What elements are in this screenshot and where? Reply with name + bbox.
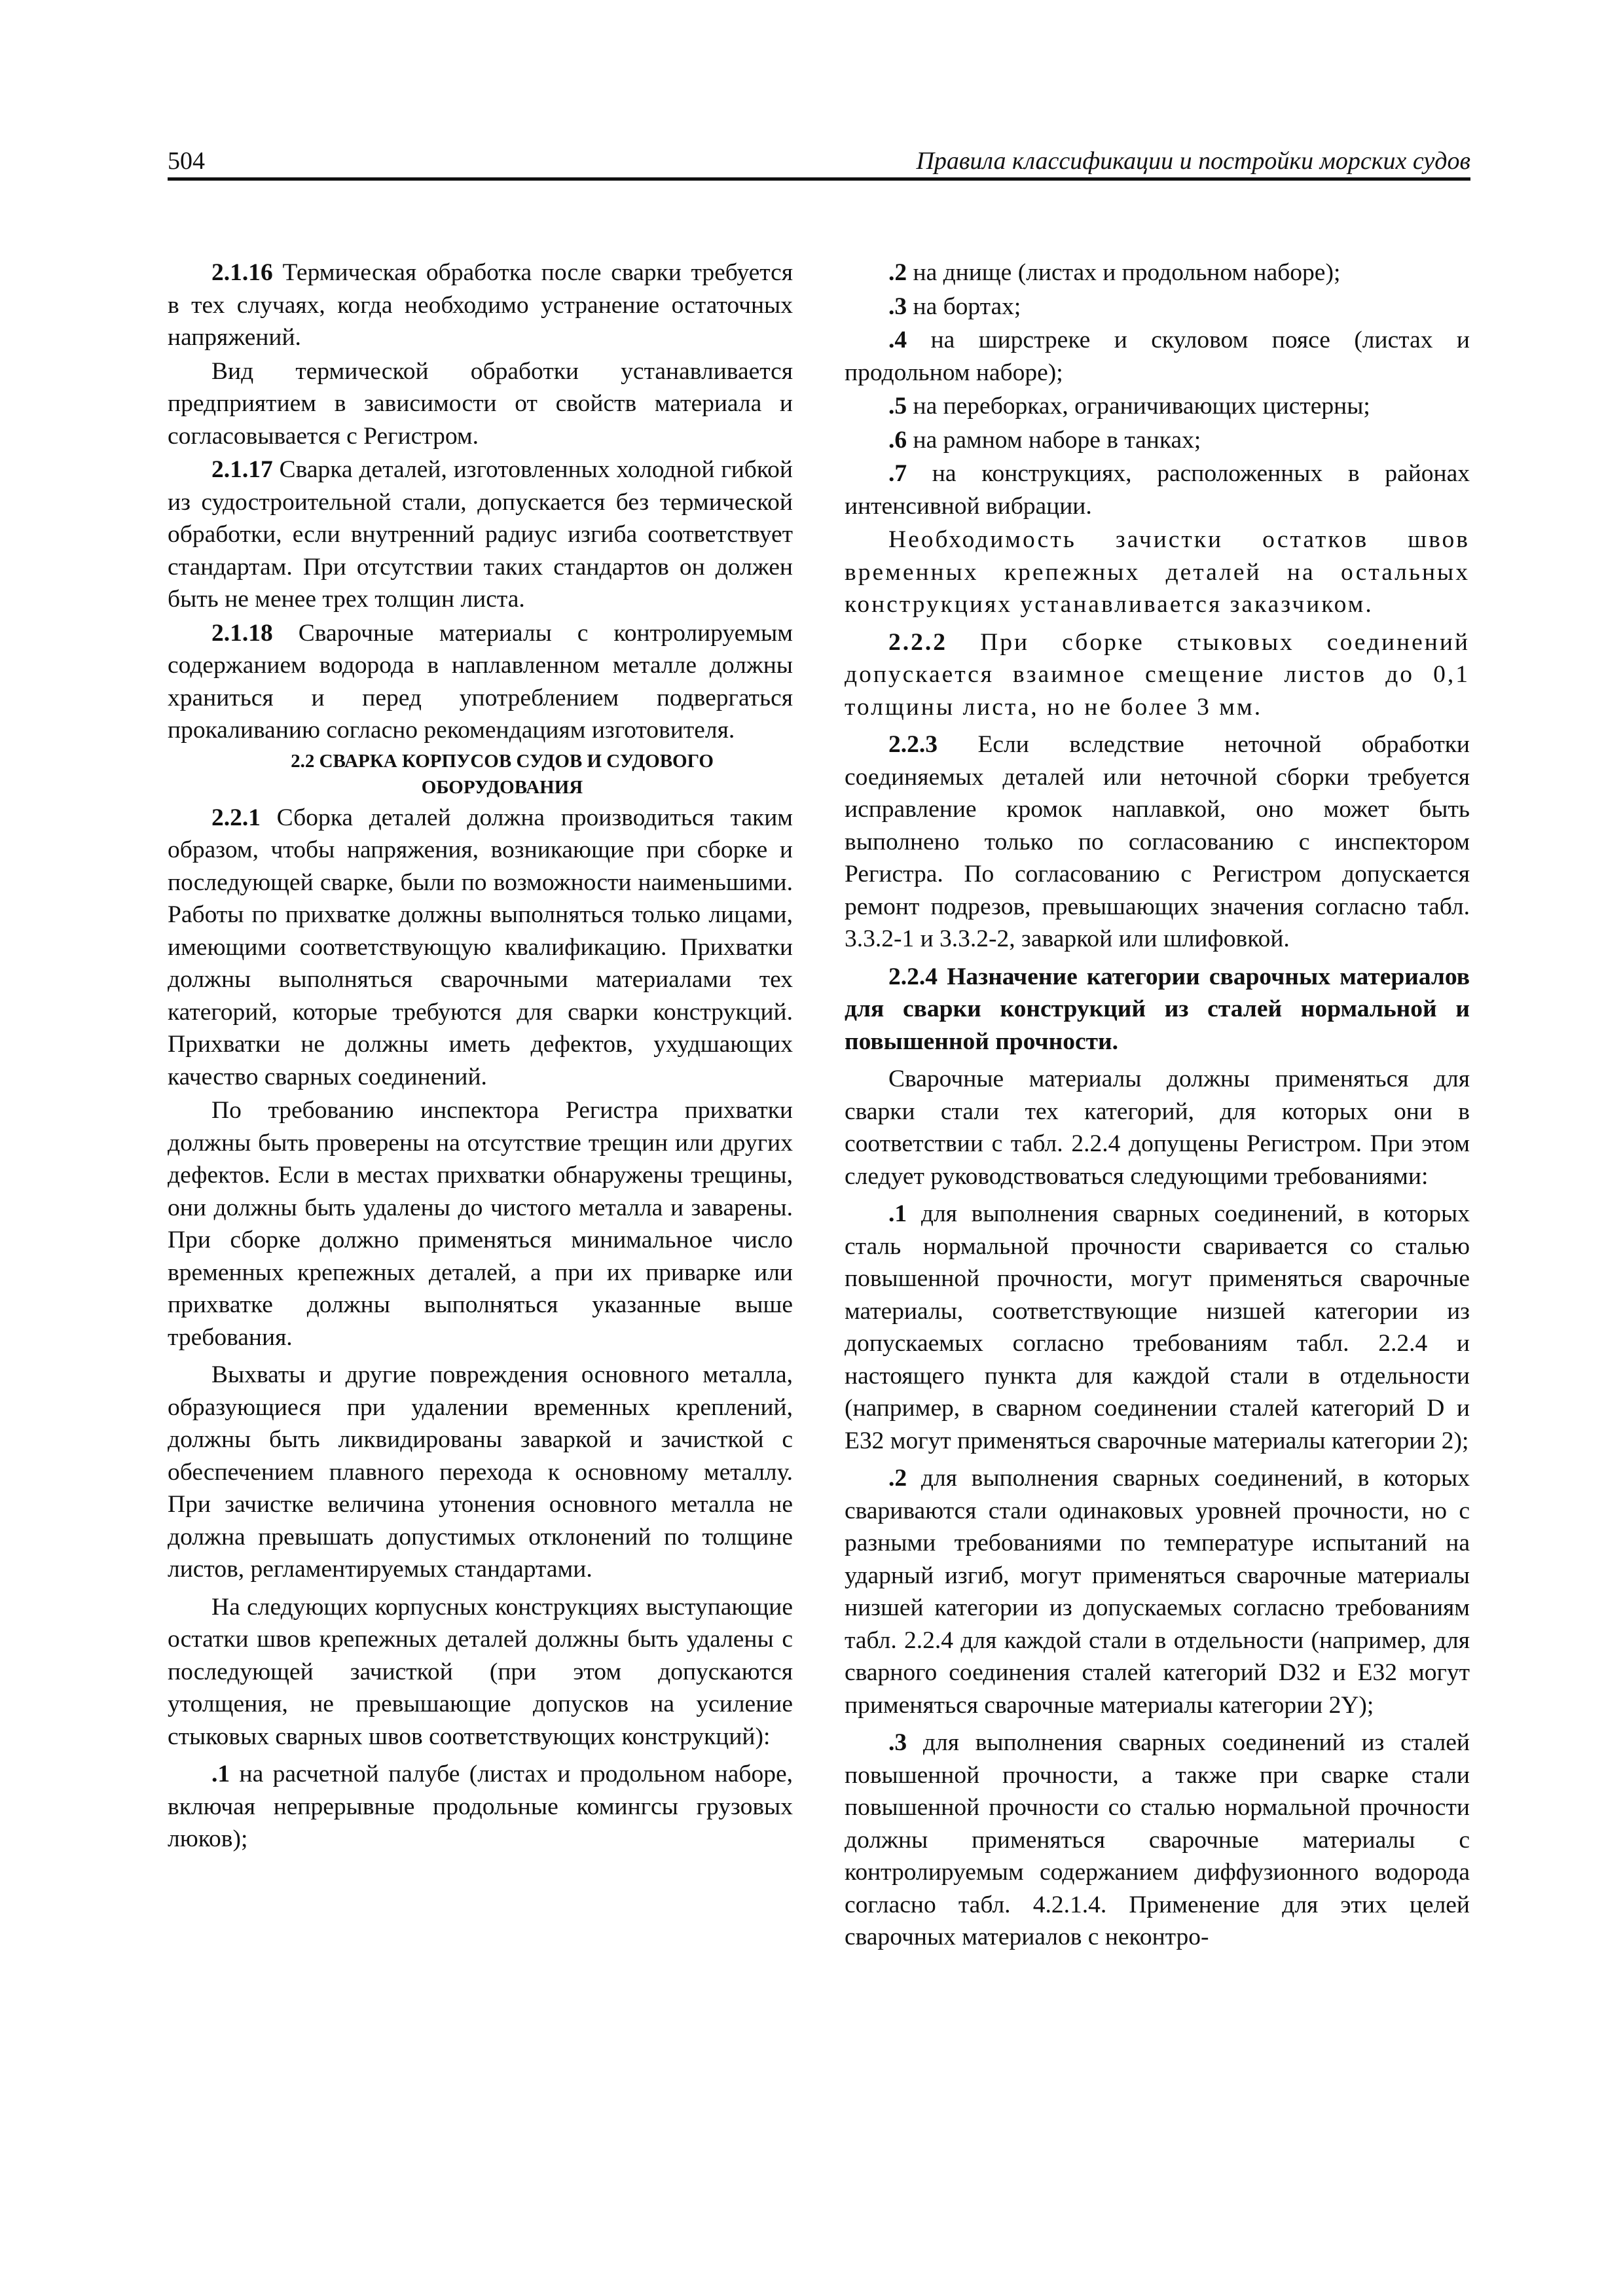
clause-number: 2.1.17 — [211, 456, 273, 483]
right-column — [845, 257, 1470, 1954]
paragraph-text: При сборке стыковых соединений допускается взаимное смещение листов до 0,1 толщины листа, но не более 3 мм. — [845, 628, 1470, 721]
paragraph-2-1-17 — [168, 454, 793, 616]
list-number: .3 — [888, 293, 907, 320]
heading-text: 2.2.4 Назначение категории сварочных материалов для сварки конструкций из сталей нормальной и повышенной прочности. — [845, 963, 1470, 1055]
clause-number: 2.1.16 — [211, 259, 273, 286]
running-title: Правила классификации и постройки морских судов — [916, 147, 1470, 175]
list-number: .1 — [888, 1200, 907, 1227]
header-rule — [168, 177, 1470, 181]
paragraph-text: Если вследствие неточной обработки соединяемых деталей или неточной сборки требуется исправление кромок наплавкой, оно может быть выполнено только по согласованию с инспектором Регистра. По согласованию с Регистром допускается ремонт подрезов, превышающих значения согласно табл. 3.3.2-1 и 3.3.2-2, заваркой или шлифовкой. — [845, 731, 1470, 952]
paragraph — [168, 355, 793, 453]
list-item — [168, 1758, 793, 1856]
paragraph-text: Выхваты и другие повреждения основного металла, образующиеся при удалении временных креплений, должны быть ликвидированы заваркой и зачисткой с обеспечением плавного перехода к основному металлу. При зачистке величина утонения основного металла не должна превышать допустимых отклонений по толщине листов, регламентируемых стандартами. — [168, 1361, 793, 1583]
section-title-line-1: 2.2 СВАРКА КОРПУСОВ СУДОВ И СУДОВОГО — [291, 750, 714, 772]
paragraph-text: Необходимость зачистки остатков швов временных крепежных деталей на остальных конструкциях устанавливается заказчиком. — [845, 526, 1470, 618]
paragraph — [845, 524, 1470, 621]
list-number: .2 — [888, 259, 907, 286]
subsection-heading-2-2-4 — [845, 961, 1470, 1058]
paragraph-text: По требованию инспектора Регистра прихватки должны быть проверены на отсутствие трещин или других дефектов. Если в местах прихватки обнаружены трещины, они должны быть удалены до чистого металла и заварены. При сборке должно применяться минимальное число временных крепежных деталей, а при их приварке или прихватке должны выполняться указанные выше требования. — [168, 1097, 793, 1351]
page-number: 504 — [168, 147, 205, 175]
page-header — [168, 145, 1470, 179]
paragraph-text: Сварочные материалы должны применяться для сварки стали тех категорий, для которых они в соответствии с табл. 2.2.4 допущены Регистром. При этом следует руководствоваться следующими требованиями: — [845, 1066, 1470, 1190]
list-item-text: для выполнения сварных соединений, в которых сталь нормальной прочности сваривается со сталью повышенной прочности, могут применяться сварочные материалы, соответствующие низшей категории из допускаемых согласно требованиям табл. 2.2.4 и настоящего пункта для каждой стали в отдельности (например, в сварном соединении сталей категорий D и E32 могут применяться сварочные материалы категории 2); — [845, 1200, 1470, 1454]
paragraph-text: Сварка деталей, изготовленных холодной гибкой из судостроительной стали, допускается без термической обработки, если внутренний радиус изгиба соответствует стандартам. При отсутствии таких стандартов он должен быть не менее трех толщин листа. — [168, 456, 793, 613]
list-item-text: для выполнения сварных соединений, в которых свариваются стали одинаковых уровней прочности, но с разными требованиями по температуре испытаний на ударный изгиб, могут применяться сварочные материалы низшей категории из допускаемых согласно требованиям табл. 2.2.4 для каждой стали в отдельности (например, для сварного соединения сталей категорий D32 и E32 могут применяться сварочные материалы категории 2Y); — [845, 1465, 1470, 1719]
list-item — [845, 324, 1470, 389]
list-item-text: на днище (листах и продольном наборе); — [907, 259, 1341, 286]
list-item — [845, 390, 1470, 423]
paragraph — [168, 1094, 793, 1354]
list-number: .4 — [888, 327, 907, 353]
list-item — [845, 1727, 1470, 1954]
list-number: .1 — [211, 1761, 230, 1787]
clause-number: 2.2.1 — [211, 804, 261, 831]
list-number: .5 — [888, 393, 907, 420]
paragraph-2-2-2 — [845, 626, 1470, 724]
paragraph-2-1-18 — [168, 617, 793, 747]
paragraph-text: На следующих корпусных конструкциях выступающие остатки швов крепежных деталей должны быть удалены с последующей зачисткой (при этом допускаются утолщения, не превышающие допусков на усиление стыковых сварных швов соответствующих конструкций): — [168, 1593, 793, 1750]
list-number: .7 — [888, 460, 907, 487]
paragraph-2-1-16 — [168, 257, 793, 354]
paragraph — [168, 1359, 793, 1586]
paragraph-text: Термическая обработка после сварки требуется в тех случаях, когда необходимо устранение остаточных напряжений. — [168, 259, 793, 351]
list-number: .6 — [888, 426, 907, 454]
list-item — [845, 424, 1470, 457]
paragraph-text: Сварочные материалы с контролируемым содержанием водорода в наплавленном металле должны храниться и перед употреблением подвергаться прокаливанию согласно рекомендациям изготовителя. — [168, 619, 793, 744]
list-item — [845, 1462, 1470, 1721]
paragraph — [168, 1591, 793, 1753]
list-item — [845, 1198, 1470, 1457]
list-item-text: на конструкциях, расположенных в районах интенсивной вибрации. — [845, 460, 1470, 520]
section-title — [168, 748, 793, 800]
left-column — [168, 257, 793, 1856]
list-number: .2 — [888, 1465, 907, 1492]
paragraph-2-2-3 — [845, 728, 1470, 956]
list-item-text: на расчетной палубе (листах и продольном наборе, включая непрерывные продольные комингсы грузовых люков); — [168, 1761, 793, 1852]
paragraph — [845, 1063, 1470, 1193]
paragraph-text: Сборка деталей должна производиться таким образом, чтобы напряжения, возникающие при сборке и последующей сварке, были по возможности наименьшими. Работы по прихватке должны выполняться только лицами, имеющими соответствующую квалификацию. Прихватки должны выполняться сварочными материалами тех категорий, которые требуются для сварки конструкций. Прихватки не должны иметь дефектов, ухудшающих качество сварных соединений. — [168, 804, 793, 1090]
list-item-text: для выполнения сварных соединений из сталей повышенной прочности, а также при сварке стали повышенной прочности со сталью нормальной прочности должны применяться сварочные материалы с контролируемым содержанием диффузионного водорода согласно табл. 4.2.1.4. Применение для этих целей сварочных материалов с неконтро- — [845, 1729, 1470, 1950]
list-item-text: на бортах; — [907, 293, 1021, 320]
section-title-line-2: ОБОРУДОВАНИЯ — [421, 776, 583, 798]
clause-number: 2.2.2 — [888, 628, 947, 656]
list-item — [845, 257, 1470, 289]
list-item-text: на рамном наборе в танках; — [907, 426, 1201, 454]
clause-number: 2.2.3 — [888, 731, 938, 758]
list-item — [845, 457, 1470, 522]
list-item-text: на ширстреке и скуловом поясе (листах и продольном наборе); — [845, 327, 1470, 386]
paragraph-2-2-1 — [168, 802, 793, 1094]
clause-number: 2.1.18 — [211, 619, 273, 647]
list-number: .3 — [888, 1729, 907, 1756]
list-item-text: на переборках, ограничивающих цистерны; — [907, 393, 1370, 420]
paragraph-text: Вид термической обработки устанавливается предприятием в зависимости от свойств материала и согласовывается с Регистром. — [168, 357, 793, 450]
list-item — [845, 291, 1470, 323]
